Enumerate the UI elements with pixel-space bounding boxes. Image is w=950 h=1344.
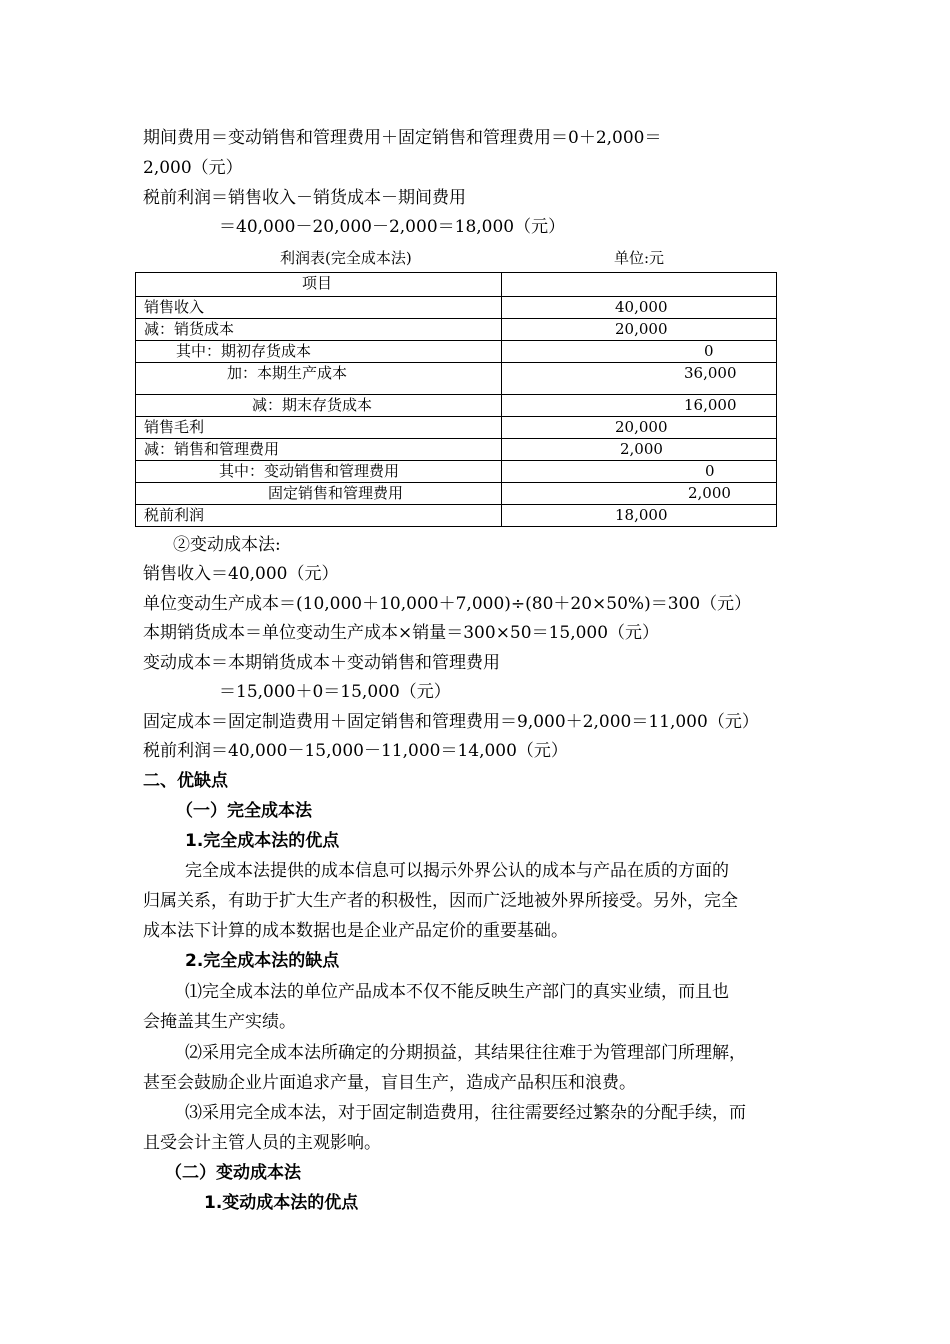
subsection-heading: 1.变动成本法的优点 xyxy=(204,1193,359,1213)
subsection-heading: （二）变动成本法 xyxy=(165,1163,301,1183)
income-statement-table xyxy=(135,272,777,527)
row-value: 40,000 xyxy=(502,297,777,319)
subsection-heading: 2.完全成本法的缺点 xyxy=(185,951,340,971)
row-label: 加：本期生产成本 xyxy=(136,363,502,395)
row-value: 18,000 xyxy=(502,505,777,527)
section-heading: 二、优缺点 xyxy=(143,771,228,791)
row-value: 36,000 xyxy=(502,363,777,395)
text-line: ②变动成本法: xyxy=(173,535,281,555)
row-label: 销售毛利 xyxy=(136,417,502,439)
text-line: 税前利润＝40,000－15,000－11,000＝14,000（元） xyxy=(143,741,568,761)
row-value: 20,000 xyxy=(502,319,777,341)
table-title: 利润表(完全成本法) xyxy=(280,249,412,267)
paragraph-line: 甚至会鼓励企业片面追求产量，盲目生产，造成产品积压和浪费。 xyxy=(143,1073,636,1093)
row-label: 减：销货成本 xyxy=(136,319,502,341)
text-line: 变动成本＝本期销货成本＋变动销售和管理费用 xyxy=(143,653,500,673)
row-label: 减：销售和管理费用 xyxy=(136,439,502,461)
text-line: 固定成本＝固定制造费用＋固定销售和管理费用＝9,000＋2,000＝11,000（元） xyxy=(143,712,759,732)
row-value: 2,000 xyxy=(502,439,777,461)
table-row xyxy=(136,461,777,483)
row-value: 16,000 xyxy=(502,395,777,417)
table-row xyxy=(136,363,777,395)
table-header-row xyxy=(136,273,777,297)
paragraph-line: 完全成本法提供的成本信息可以揭示外界公认的成本与产品在质的方面的 xyxy=(185,861,729,881)
row-value: 0 xyxy=(502,341,777,363)
paragraph-line: 且受会计主管人员的主观影响。 xyxy=(143,1133,381,1153)
row-label: 减：期末存货成本 xyxy=(136,395,502,417)
row-label: 其中：变动销售和管理费用 xyxy=(136,461,502,483)
paragraph-line: 归属关系，有助于扩大生产者的积极性，因而广泛地被外界所接受。另外，完全 xyxy=(143,891,738,911)
row-label: 税前利润 xyxy=(136,505,502,527)
table-row xyxy=(136,505,777,527)
table-row xyxy=(136,319,777,341)
text-line: 期间费用＝变动销售和管理费用＋固定销售和管理费用＝0＋2,000＝ xyxy=(143,128,662,148)
paragraph-line: ⑴完全成本法的单位产品成本不仅不能反映生产部门的真实业绩，而且也 xyxy=(185,982,729,1002)
table-row xyxy=(136,417,777,439)
table-header-cell: 项目 xyxy=(136,273,502,297)
row-value: 0 xyxy=(502,461,777,483)
table-row xyxy=(136,297,777,319)
paragraph-line: 成本法下计算的成本数据也是企业产品定价的重要基础。 xyxy=(143,921,568,941)
text-line: 销售收入＝40,000（元） xyxy=(143,564,339,584)
paragraph-line: ⑶采用完全成本法，对于固定制造费用，往往需要经过繁杂的分配手续，而 xyxy=(185,1103,746,1123)
subsection-heading: 1.完全成本法的优点 xyxy=(185,831,340,851)
row-value: 2,000 xyxy=(502,483,777,505)
text-line: ＝15,000＋0＝15,000（元） xyxy=(219,682,451,702)
text-line: 税前利润＝销售收入－销货成本－期间费用 xyxy=(143,188,466,208)
paragraph-line: 会掩盖其生产实绩。 xyxy=(143,1012,296,1032)
table-row xyxy=(136,483,777,505)
subsection-heading: （一）完全成本法 xyxy=(176,801,312,821)
text-line: ＝40,000－20,000－2,000＝18,000（元） xyxy=(219,217,566,237)
text-line: 2,000（元） xyxy=(143,158,243,178)
row-label: 固定销售和管理费用 xyxy=(136,483,502,505)
row-value: 20,000 xyxy=(502,417,777,439)
paragraph-line: ⑵采用完全成本法所确定的分期损益，其结果往往难于为管理部门所理解， xyxy=(185,1043,746,1063)
text-line: 本期销货成本＝单位变动生产成本×销量＝300×50＝15,000（元） xyxy=(143,623,660,643)
row-label: 销售收入 xyxy=(136,297,502,319)
row-label: 其中：期初存货成本 xyxy=(136,341,502,363)
table-row xyxy=(136,341,777,363)
table-header-cell xyxy=(502,273,777,297)
table-row xyxy=(136,439,777,461)
table-unit: 单位:元 xyxy=(614,249,665,267)
text-line: 单位变动生产成本＝(10,000＋10,000＋7,000)÷(80＋20×50%)＝300（元） xyxy=(143,594,752,614)
table-row xyxy=(136,395,777,417)
